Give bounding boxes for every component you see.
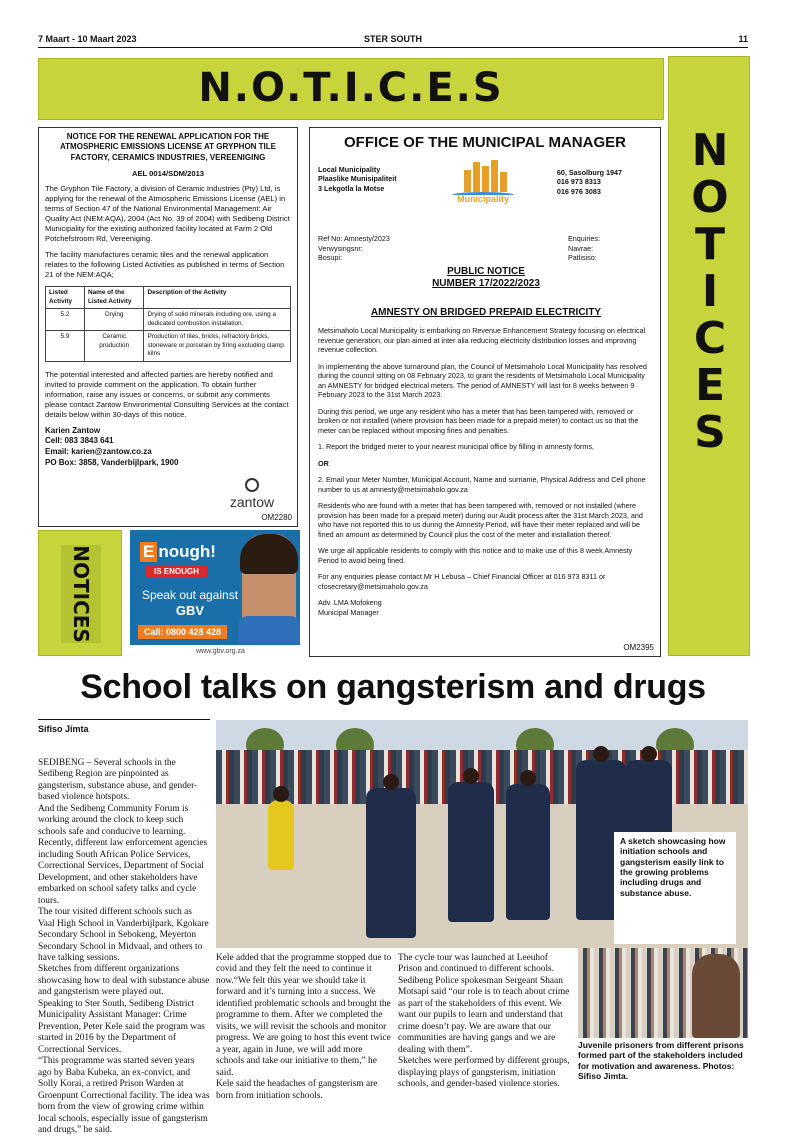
notices-small-banner bbox=[38, 530, 122, 656]
notices-banner-text: N.O.T.I.C.E.S bbox=[198, 65, 504, 111]
article-paragraph: Sketches from different organizations showcasing how to deal with substance abuse and gangsterism were played out. bbox=[38, 964, 210, 998]
enquiry-line: Enquiries: bbox=[568, 234, 600, 243]
signatory-title: Municipal Manager bbox=[318, 607, 379, 617]
address-line: Plaaslike Munisipaliteit bbox=[318, 174, 397, 184]
page-header bbox=[38, 34, 748, 48]
notices-banner bbox=[38, 58, 664, 120]
notices-small-text: NOTICES bbox=[69, 545, 94, 643]
notices-vertical-text: N O T I C E S bbox=[691, 125, 729, 458]
emissions-notice-ref: AEL 0014/SDM/2013 bbox=[131, 169, 205, 179]
notice-paragraph: For any enquiries please contact Mr H Lebusa – Chief Financial Officer at 016 973 8311 or cfosecretary@metsimaholo.gov.za bbox=[318, 572, 606, 591]
emissions-p3: The potential interested and affected parties are hereby notified and invited to provide comment on the application. To obtain further information, raise any issues or concerns, or submit any comments please contact Zantow Environmental Consulting Services at the contact details below within 30-days of this notice. bbox=[45, 369, 289, 419]
metsimaholo-logo bbox=[450, 154, 516, 204]
emissions-p1: The Gryphon Tile Factory, a division of Ceramic Industries (Pty) Ltd, is applying for the renewal of the Atmospheric Emissions License (AEL) in terms of Section 47 of the National Environmental Management: Air Quality Act (NEM:AQA), 2004 (Act No. 39 of 2004) with Sedibeng District Municipality for the existing authorized facility located at Farm 2 Old Potchefstroom Rd, Vereeniging. bbox=[45, 184, 290, 244]
article-paragraph: “This programme was started seven years ago by Baba Kubeka, an ex-convict, and Solly Korai, a retired Prison Warden at Groenpunt Correctional facility. The idea was born from the view of growing crime within local schools, especially issue of gangsterism and drugs,” he said. bbox=[38, 1056, 210, 1135]
ref-line: Ref No: Amnesty/2023 bbox=[318, 234, 390, 243]
article-paragraph: The cycle tour was launched at Leeuhof Prison and continued to different schools. bbox=[398, 953, 555, 975]
table-cell: Drying bbox=[84, 309, 143, 331]
notice-paragraph: 1. Report the bridged meter to your nearest municipal office by filling in amnesty forms, bbox=[318, 442, 594, 451]
speak-out-text bbox=[140, 588, 240, 619]
gbv-advert bbox=[130, 530, 300, 645]
table-header: Description of the Activity bbox=[144, 287, 291, 309]
enough-text: nough! bbox=[158, 542, 216, 561]
public-notice-heading bbox=[310, 266, 662, 290]
contact-email: Email: karien@zantow.co.za bbox=[45, 447, 152, 457]
reference-row bbox=[318, 234, 652, 263]
table-header-row bbox=[46, 287, 291, 309]
table-cell: 5.2 bbox=[46, 309, 85, 331]
notice-paragraph: Metsimaholo Local Municipality is embarking on Revenue Enhancement Strategy focusing on electrical revenue generation, our plan aimed at inter alia reducing electricity distribution losses and improving revenue collection. bbox=[318, 326, 646, 354]
notices-vertical-banner bbox=[668, 56, 750, 656]
enquiry-line: Patlisiso: bbox=[568, 253, 597, 263]
table-cell: Drying of solid minerals including ore, using a dedicated combustion installation. bbox=[144, 309, 291, 331]
listed-activities-table bbox=[45, 286, 291, 361]
article-headline: School talks on gangsterism and drugs bbox=[80, 668, 706, 706]
logo-text: Municipality bbox=[456, 194, 509, 205]
table-cell: Production of tiles, bricks, refractory bricks, stoneware or porcelain by firing excluding clamp kilns bbox=[144, 331, 291, 361]
phone-line: 016 973 8313 bbox=[556, 177, 601, 187]
advert-woman-photo bbox=[242, 534, 296, 642]
address-right bbox=[557, 168, 622, 196]
enquiries-block bbox=[568, 234, 600, 263]
emissions-notice-title: NOTICE FOR THE RENEWAL APPLICATION FOR THE ATMOSPHERIC EMISSIONS LICENSE AT GRYPHON TILE FACTORY, CERAMICS INDUSTRIES, VEREENIGING bbox=[59, 132, 276, 162]
enquiry-line: Navrae: bbox=[568, 243, 594, 253]
amnesty-heading: AMNESTY ON BRIDGED PREPAID ELECTRICITY bbox=[370, 307, 602, 318]
article-paragraph: Recently, different law enforcement agencies including South African Police Services, Correctional Services, Department of Social Development, and other stakeholders have embarked on school safety talks and cycle tours. bbox=[38, 838, 208, 906]
header-rule bbox=[38, 47, 748, 48]
notice-paragraph: During this period, we urge any resident who has a meter that has been tampered with, removed or broken or not installed (where provision has been made for a prepaid meter) to contact us so that the meter can be replaced without imposing fines and penalties. bbox=[318, 406, 639, 435]
zantow-logo-icon bbox=[245, 478, 259, 492]
phone-line: 016 976 3083 bbox=[556, 186, 601, 196]
public-notice-label: PUBLIC NOTICE bbox=[447, 266, 525, 277]
table-row bbox=[46, 309, 291, 331]
table-header: Listed Activity bbox=[46, 287, 85, 309]
article-paragraph: Kele added that the programme stopped due to covid and they felt the need to continue it now.“We felt this year we should take it forward and it’s turning into a success. We identified problematic schools and brought the programme to them. After we completed the visits, we will revisit the schools and monitor progress. We are going to host this event twice a year, again in June, we will add more schools and take our initiative to them,” he said. bbox=[216, 953, 392, 1078]
notice-or: OR bbox=[318, 458, 329, 468]
table-header: Name of the Listed Activity bbox=[84, 287, 143, 309]
table-cell: 5.9 bbox=[46, 331, 85, 361]
municipal-notice-title: OFFICE OF THE MUNICIPAL MANAGER bbox=[344, 134, 626, 151]
zantow-logo bbox=[217, 478, 287, 511]
is-enough-label: IS ENOUGH bbox=[146, 566, 207, 577]
article-paragraph: Speaking to Ster South, Sedibeng District Municipality Assistant Manager: Crime Prevention, Peter Kele said the program was started in 2016 by the Department of Correctional Services. bbox=[38, 998, 205, 1055]
contact-po: PO Box: 3858, Vanderbijlpark, 1900 bbox=[45, 457, 179, 467]
issue-date: 7 Maart - 10 Maart 2023 bbox=[38, 34, 137, 44]
contact-name: Karien Zantow bbox=[45, 425, 101, 435]
emissions-p2: The facility manufactures ceramic tiles and the renewal application relates to the following Listed Activities as published in terms of Section 21 of the NEM:AQA; bbox=[45, 250, 285, 280]
speak-out-line: Speak out against bbox=[141, 588, 239, 602]
prisoners-photo bbox=[578, 948, 748, 1038]
contact-cell: Cell: 083 3843 641 bbox=[45, 436, 114, 446]
municipal-notice-body bbox=[318, 326, 654, 617]
article-column-2 bbox=[216, 953, 392, 1102]
gbv-url: www.gbv.org.za bbox=[196, 648, 245, 655]
zantow-logo-text: zantow bbox=[229, 494, 275, 510]
article-column-3 bbox=[398, 953, 574, 1091]
notice-paragraph: In implementing the above turnaround plan, the Council of Metsimaholo Local Municipality has resolved during the council sitting on 08 February 2023, to grant the residents of Metsimaholo Local Municipality an AMNESTY for bridged electrical meters. The period of AMNESTY will last for 8 weeks between 9 February 2023 to the 31st March 2023. bbox=[318, 361, 647, 399]
article-paragraph: Sketches were performed by different groups, displaying plays of gangsterism, initiation schools, and gender-based violence stories. bbox=[398, 1056, 570, 1090]
contact-block bbox=[45, 426, 291, 469]
gbv-label: GBV bbox=[175, 603, 205, 618]
paper-name: STER SOUTH bbox=[363, 34, 422, 44]
table-cell: Ceramic production bbox=[84, 331, 143, 361]
photo-caption-2: Juvenile prisoners from different prisons formed part of the stakeholders included for motivation and awareness. Photos: Sifiso Jimta. bbox=[578, 1040, 744, 1082]
page-number: 11 bbox=[738, 34, 748, 44]
emissions-notice bbox=[38, 127, 298, 527]
article-paragraph: And the Sedibeng Community Forum is working around the clock to keep such schools safe and conducive to learning. bbox=[38, 803, 189, 837]
ref-line: Bosupi: bbox=[318, 253, 342, 263]
photo-caption-1: A sketch showcasing how initiation schools and gangsterism easily link to the growing problems including drugs and substance abuse. bbox=[614, 832, 736, 944]
address-line: 60, Sasolburg 1947 bbox=[556, 168, 622, 177]
enough-heading bbox=[140, 542, 216, 562]
notice-paragraph: 2. Email your Meter Number, Municipal Account, Name and surname, Physical Address and Cell phone number to us at amnesty@metsimaholo.gov.za bbox=[318, 475, 646, 494]
article-paragraph: The tour visited different schools such as Vaal High School in Vanderbijlpark, Kgokare Secondary School in Sebokeng, Meyerton Secondary School in Midvaal, and others to have talking sessions. bbox=[38, 907, 209, 963]
address-line: Local Municipality bbox=[318, 165, 381, 174]
notice-number: NUMBER 17/2022/2023 bbox=[432, 278, 540, 289]
notice-paragraph: We urge all applicable residents to comply with this notice and to make use of this 8 week Amnesty Period to avoid being fined. bbox=[318, 546, 633, 565]
notice-code: OM2395 bbox=[623, 643, 654, 653]
article-paragraph: Sedibeng Police spokesman Sergeant Shaan Motsapi said “our role is to teach about crime as part of the stakeholders of this event. We want our pupils to learn and understand that crime doesn’t pay. We are aware that our communities are having gangs and we are dealing with them”. bbox=[398, 975, 570, 1055]
municipal-notice bbox=[309, 127, 661, 657]
enough-e: E bbox=[140, 542, 157, 562]
signatory-name: Adv. LMA Mofokeng bbox=[318, 598, 382, 607]
helpline-number: Call: 0800 428 428 bbox=[138, 625, 227, 639]
address-left bbox=[318, 165, 397, 193]
notice-code: OM2280 bbox=[261, 513, 292, 523]
address-line: 3 Lekgotla la Motse bbox=[318, 183, 385, 193]
article-paragraph: SEDIBENG – Several schools in the Sedibeng Region are pinpointed as gangsterism, substance abuse, and gender-based violence hotspots. bbox=[38, 758, 198, 803]
article-paragraph: Kele said the headaches of gangsterism are born from initiation schools. bbox=[216, 1079, 378, 1101]
table-row bbox=[46, 331, 291, 361]
byline-rule bbox=[38, 719, 210, 720]
ref-line: Verwysingsnr: bbox=[318, 243, 363, 253]
article-byline: Sifiso Jimta bbox=[38, 724, 89, 734]
article-column-1 bbox=[38, 758, 210, 1136]
notice-paragraph: Residents who are found with a meter that has been tampered with, removed or not installed (where provision has been made for a prepaid meter) during our Audit process after the 31st March 2023, and who have not reported this to us during the Amnesty Period, will have their meter replaced and will be fined an amount as determined by Council plus the cost of the meter and installation thereof. bbox=[318, 501, 643, 539]
